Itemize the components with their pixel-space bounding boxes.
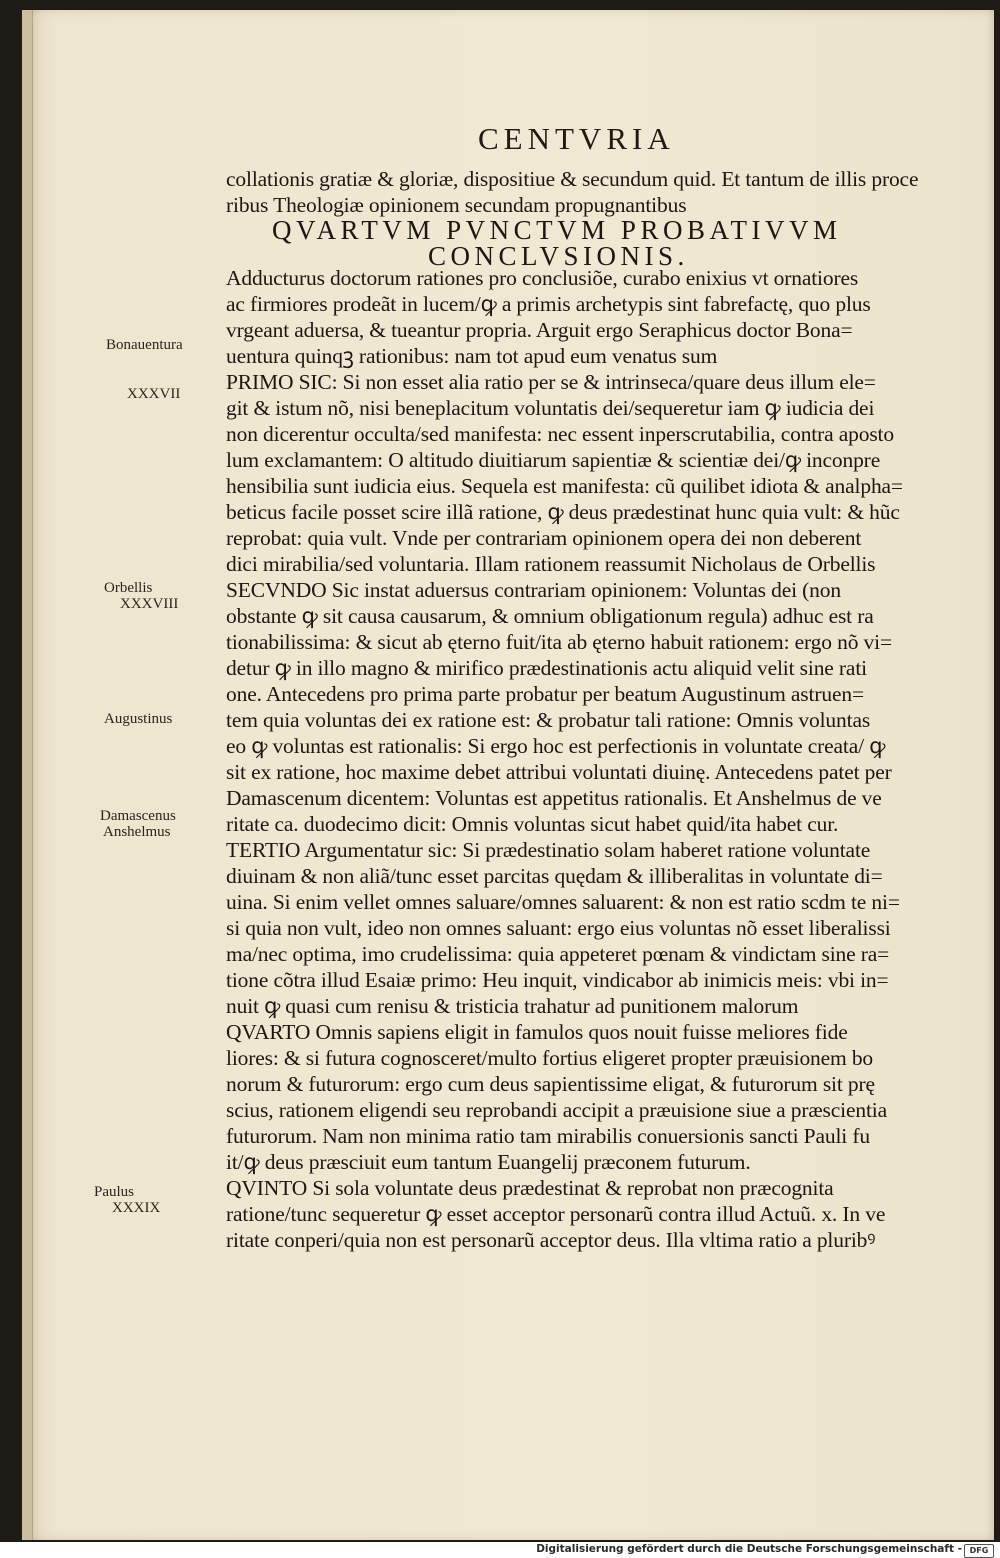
section-heading-2: CONCLVSIONIS. — [428, 241, 689, 271]
margin-note-orbellis: Orbellis — [104, 580, 153, 596]
text-line: tionabilissima: & sicut ab ęterno fuit/ita ab ęterno habuit rationem: ergo nõ vi= — [226, 630, 892, 654]
text-line: futurorum. Nam non minima ratio tam mirabilis conuersionis sancti Pauli fu — [226, 1124, 870, 1148]
margin-note-paulus: Paulus — [94, 1184, 135, 1200]
text-line: collationis gratiæ & gloriæ, dispositiue & secundum quid. Et tantum de illis proce — [226, 167, 919, 191]
margin-note-bonauentura: Bonauentura — [106, 337, 183, 353]
text-line: PRIMO SIC: Si non esset alia ratio per se & intrinseca/quare deus illum ele= — [226, 370, 876, 394]
text-line: uina. Si enim vellet omnes saluare/omnes saluarent: & non est ratio scdm te ni= — [226, 890, 900, 914]
text-line: ratione/tunc sequeretur ꝙ esset acceptor personarũ contra illud Actuũ. x. In ve — [226, 1202, 886, 1226]
text-line: norum & futurorum: ergo cum deus sapientissime eligat, & futurorum sit prę — [226, 1072, 875, 1096]
dfg-logo-icon: DFG — [964, 1544, 994, 1558]
margin-note-anshelmus: Anshelmus — [103, 824, 171, 840]
margin-note-augustinus: Augustinus — [104, 711, 173, 727]
footer-credit: Digitalisierung gefördert durch die Deutsche Forschungsgemeinschaft - — [536, 1543, 962, 1555]
text-line: non dicerentur occulta/sed manifesta: nec essent inperscrutabilia, contra aposto — [226, 422, 894, 446]
text-line: hensibilia sunt iudicia eius. Sequela est manifesta: cũ quilibet idiota & analpha= — [226, 474, 903, 498]
text-line: eo ꝙ voluntas est rationalis: Si ergo hoc est perfectionis in voluntate creata/ ꝙ — [226, 734, 886, 758]
text-line: vrgeant aduersa, & tueantur propria. Arguit ergo Seraphicus doctor Bona= — [226, 318, 853, 342]
margin-note-damascenus: Damascenus — [100, 808, 176, 824]
text-line: uentura quinqꝫ rationibus: nam tot apud eum venatus sum — [226, 344, 718, 368]
text-line: it/ꝙ deus præsciuit eum tantum Euangelij præconem futurum. — [226, 1150, 751, 1174]
text-line: Damascenum dicentem: Voluntas est appetitus rationalis. Et Anshelmus de ve — [226, 786, 882, 810]
text-line: sit ex ratione, hoc maxime debet attribui voluntati diuinę. Antecedens patet per — [226, 760, 892, 784]
text-line: ritate conperi/quia non est personarũ acceptor deus. Illa vltima ratio a pluribꝰ — [226, 1228, 876, 1252]
text-line: QVINTO Si sola voluntate deus prædestinat & reprobat non præcognita — [226, 1176, 834, 1200]
text-line: Adducturus doctorum rationes pro conclusiõe, curabo enixius vt ornatiores — [226, 266, 859, 290]
margin-note-numeral: XXXVII — [127, 386, 181, 402]
text-line: liores: & si futura cognosceret/multo fortius eligeret propter præuisionem bo — [226, 1046, 874, 1070]
section-heading: QVARTVM PVNCTVM PROBATIVVM — [272, 215, 842, 245]
text-line: one. Antecedens pro prima parte probatur per beatum Augustinum astruen= — [226, 682, 864, 706]
text-line: TERTIO Argumentatur sic: Si prædestinatio solam haberet ratione voluntate — [226, 838, 871, 862]
text-line: tione cõtra illud Esaiæ primo: Heu inquit, vindicabor ab inimicis meis: vbi in= — [226, 968, 889, 992]
text-line: ribus Theologiæ opinionem secundam propugnantibus — [226, 193, 687, 217]
text-line: dici mirabilia/sed voluntaria. Illam rationem reassumit Nicholaus de Orbellis — [226, 552, 876, 576]
text-line: lum exclamantem: O altitudo diuitiarum sapientiæ & scientiæ dei/ꝙ inconpre — [226, 448, 881, 472]
text-line: si quia non vult, ideo non omnes saluant: ergo eius voluntas nõ esset liberalissi — [226, 916, 891, 940]
text-line: diuinam & non aliã/tunc esset parcitas quędam & illiberalitas in voluntate di= — [226, 864, 883, 888]
footer-bar — [0, 1542, 1000, 1558]
text-line: ac firmiores prodeãt in lucem/ꝙ a primis archetypis sint fabrefactę, quo plus — [226, 292, 871, 316]
page-edge — [22, 10, 33, 1540]
text-line: reprobat: quia vult. Vnde per contrariam opinionem opera dei non deberent — [226, 526, 862, 550]
text-line: scius, rationem eligendi seu reprobandi accipit a præuisione siue a præscientia — [226, 1098, 888, 1122]
margin-note-numeral: XXXIX — [112, 1200, 161, 1216]
margin-note-numeral: XXXVIII — [120, 596, 179, 612]
text-line: QVARTO Omnis sapiens eligit in famulos quos nouit fuisse meliores fide — [226, 1020, 848, 1044]
text-line: ritate ca. duodecimo dicit: Omnis voluntas sicut habet quid/ita habet cur. — [226, 812, 839, 836]
text-line: nuit ꝙ quasi cum renisu & tristicia trahatur ad punitionem malorum — [226, 994, 799, 1018]
text-line: ma/nec optima, imo crudelissima: quia appeteret pœnam & vindictam sine ra= — [226, 942, 890, 966]
text-line: SECVNDO Sic instat aduersus contrariam opinionem: Voluntas dei (non — [226, 578, 841, 602]
text-line: obstante ꝙ sit causa causarum, & omnium obligationum regula) adhuc est ra — [226, 604, 874, 628]
text-line: git & istum nõ, nisi beneplacitum voluntatis dei/sequeretur iam ꝙ iudicia dei — [226, 396, 875, 420]
text-line: tem quia voluntas dei ex ratione est: & probatur tali ratione: Omnis voluntas — [226, 708, 871, 732]
text-line: detur ꝙ in illo magno & mirifico prædestinationis actu aliquid velit sine rati — [226, 656, 867, 680]
running-head: CENTVRIA — [478, 121, 675, 156]
text-line: beticus facile posset scire illã ratione, ꝙ deus prædestinat hunc quia vult: & hũc — [226, 500, 900, 524]
